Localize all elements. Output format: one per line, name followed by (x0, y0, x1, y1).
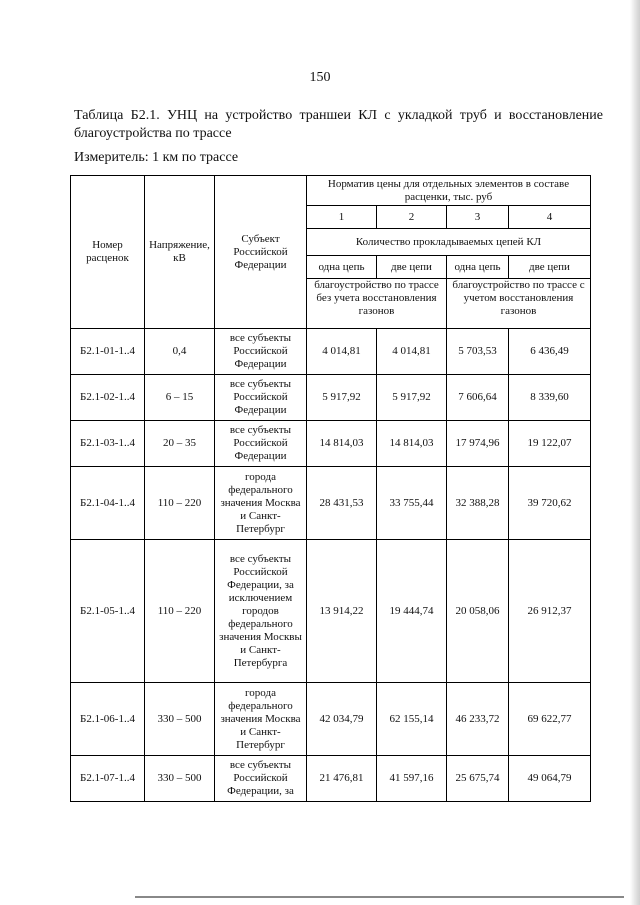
header-restore-with: благоустройство по трассе с учетом восстановления газонов (447, 279, 591, 329)
row-price-cell: 5 703,53 (447, 329, 509, 375)
row-code-cell: Б2.1-01-1..4 (71, 329, 145, 375)
row-price-cell: 62 155,14 (377, 683, 447, 756)
row-voltage-cell: 6 – 15 (145, 375, 215, 421)
header-chain-count: одна цепь (447, 256, 509, 279)
header-subject: Субъект Российской Федерации (215, 176, 307, 329)
row-voltage-cell: 0,4 (145, 329, 215, 375)
row-price-cell: 17 974,96 (447, 421, 509, 467)
row-subject-cell: все субъекты Российской Федерации (215, 421, 307, 467)
row-subject-cell: города федерального значения Москва и Санкт-Петербург (215, 683, 307, 756)
row-subject-cell: города федерального значения Москва и Санкт-Петербург (215, 467, 307, 540)
row-price-cell: 32 388,28 (447, 467, 509, 540)
row-voltage-cell: 110 – 220 (145, 540, 215, 683)
row-price-cell: 4 014,81 (307, 329, 377, 375)
row-subject-cell: все субъекты Российской Федерации, за (215, 756, 307, 802)
page-edge-shadow (630, 0, 640, 905)
header-norm: Норматив цены для отдельных элементов в составе расценки, тыс. руб (307, 176, 591, 206)
row-code-cell: Б2.1-04-1..4 (71, 467, 145, 540)
header-col-number: 3 (447, 206, 509, 229)
row-voltage-cell: 110 – 220 (145, 467, 215, 540)
table-row (71, 467, 591, 540)
header-chains-label: Количество прокладываемых цепей КЛ (307, 229, 591, 256)
row-price-cell: 5 917,92 (377, 375, 447, 421)
page-number: 150 (309, 70, 331, 85)
header-chain-count: две цепи (377, 256, 447, 279)
table-caption: Таблица Б2.1. УНЦ на устройство траншеи КЛ с укладкой труб и восстановление благоустройства по трассе (74, 108, 603, 141)
row-subject-cell: все субъекты Российской Федерации (215, 329, 307, 375)
row-price-cell: 6 436,49 (509, 329, 591, 375)
table-row (71, 375, 591, 421)
price-table (70, 175, 591, 802)
table-row (71, 540, 591, 683)
header-col-number: 4 (509, 206, 591, 229)
row-price-cell: 19 122,07 (509, 421, 591, 467)
row-price-cell: 19 444,74 (377, 540, 447, 683)
table-row (71, 756, 591, 802)
row-price-cell: 41 597,16 (377, 756, 447, 802)
row-voltage-cell: 330 – 500 (145, 683, 215, 756)
row-price-cell: 69 622,77 (509, 683, 591, 756)
row-price-cell: 49 064,79 (509, 756, 591, 802)
header-col-number: 1 (307, 206, 377, 229)
header-code: Номер расценок (71, 176, 145, 329)
header-chain-count: одна цепь (307, 256, 377, 279)
row-voltage-cell: 330 – 500 (145, 756, 215, 802)
header-restore-without: благоустройство по трассе без учета восстановления газонов (307, 279, 447, 329)
row-price-cell: 46 233,72 (447, 683, 509, 756)
row-price-cell: 33 755,44 (377, 467, 447, 540)
table-row (71, 329, 591, 375)
header-row-1 (71, 176, 591, 206)
row-price-cell: 26 912,37 (509, 540, 591, 683)
row-price-cell: 4 014,81 (377, 329, 447, 375)
row-code-cell: Б2.1-06-1..4 (71, 683, 145, 756)
row-code-cell: Б2.1-07-1..4 (71, 756, 145, 802)
row-code-cell: Б2.1-02-1..4 (71, 375, 145, 421)
header-col-number: 2 (377, 206, 447, 229)
row-price-cell: 13 914,22 (307, 540, 377, 683)
row-price-cell: 7 606,64 (447, 375, 509, 421)
row-price-cell: 20 058,06 (447, 540, 509, 683)
row-price-cell: 42 034,79 (307, 683, 377, 756)
row-price-cell: 5 917,92 (307, 375, 377, 421)
page-bottom-rule (135, 896, 624, 898)
header-voltage: Напряжение, кВ (145, 176, 215, 329)
row-price-cell: 8 339,60 (509, 375, 591, 421)
row-price-cell: 21 476,81 (307, 756, 377, 802)
header-chain-count: две цепи (509, 256, 591, 279)
row-code-cell: Б2.1-05-1..4 (71, 540, 145, 683)
measurement-unit: Измеритель: 1 км по трассе (74, 150, 239, 165)
row-code-cell: Б2.1-03-1..4 (71, 421, 145, 467)
row-voltage-cell: 20 – 35 (145, 421, 215, 467)
row-price-cell: 14 814,03 (307, 421, 377, 467)
row-price-cell: 39 720,62 (509, 467, 591, 540)
table-row (71, 421, 591, 467)
row-price-cell: 28 431,53 (307, 467, 377, 540)
row-subject-cell: все субъекты Российской Федерации, за исключением городов федерального значения Москвы и Санкт-Петербурга (215, 540, 307, 683)
row-price-cell: 14 814,03 (377, 421, 447, 467)
row-subject-cell: все субъекты Российской Федерации (215, 375, 307, 421)
table-row (71, 683, 591, 756)
row-price-cell: 25 675,74 (447, 756, 509, 802)
